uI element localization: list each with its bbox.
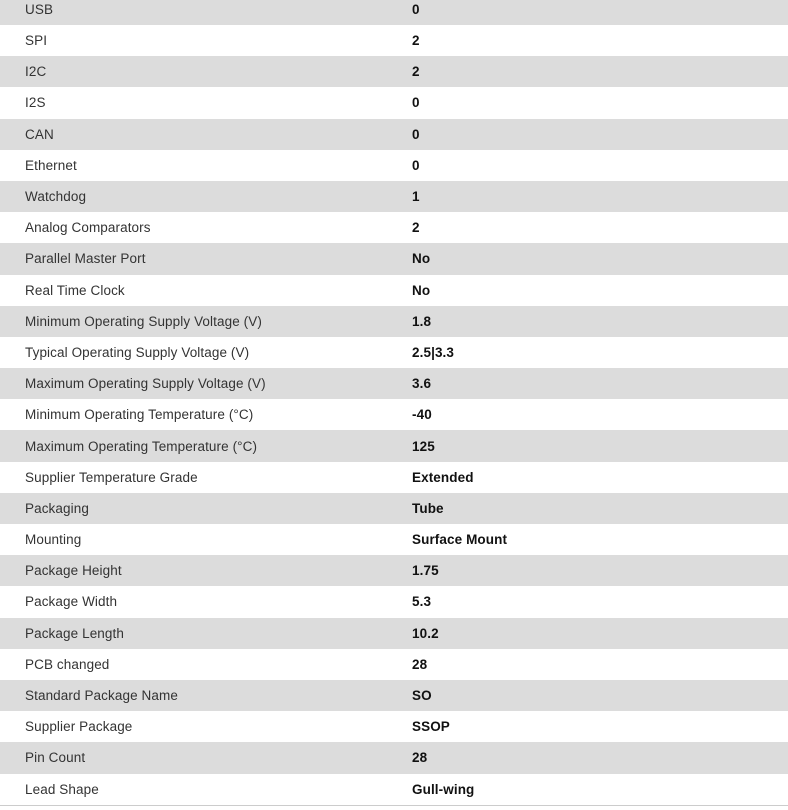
table-row	[0, 275, 788, 306]
attribute-label: Minimum Operating Supply Voltage (V)	[25, 313, 262, 329]
table-row	[0, 493, 788, 524]
attribute-value: 5.3	[412, 594, 432, 610]
attribute-value: 1.8	[412, 313, 432, 329]
attribute-label: Packaging	[25, 500, 89, 516]
attribute-value: 3.6	[412, 376, 432, 392]
table-row	[0, 87, 788, 118]
attribute-label: Maximum Operating Supply Voltage (V)	[25, 376, 266, 392]
table-row	[0, 524, 788, 555]
attribute-value: 125	[412, 438, 435, 454]
table-row	[0, 399, 788, 430]
attribute-value: -40	[412, 407, 432, 423]
attribute-label: I2S	[25, 95, 46, 111]
attribute-value: Surface Mount	[412, 532, 508, 548]
table-row	[0, 462, 788, 493]
attribute-label: Supplier Temperature Grade	[25, 469, 198, 485]
attribute-value: 2	[412, 220, 420, 236]
attribute-value: Tube	[412, 500, 444, 516]
table-row	[0, 618, 788, 649]
attribute-value: No	[412, 282, 431, 298]
attribute-label: PCB changed	[25, 656, 110, 672]
attribute-label: Watchdog	[25, 189, 87, 205]
attribute-label: Minimum Operating Temperature (°C)	[25, 407, 254, 423]
attribute-value: 2.5|3.3	[412, 344, 455, 360]
table-row	[0, 586, 788, 617]
table-row	[0, 25, 788, 56]
attribute-label: Maximum Operating Temperature (°C)	[25, 438, 258, 454]
attribute-label: Ethernet	[25, 157, 77, 173]
attribute-value: No	[412, 251, 431, 267]
attribute-label: Package Height	[25, 563, 122, 579]
table-row	[0, 711, 788, 742]
attribute-label: Standard Package Name	[25, 688, 178, 704]
attribute-label: Typical Operating Supply Voltage (V)	[25, 344, 250, 360]
attribute-value: SSOP	[412, 719, 450, 735]
table-row	[0, 150, 788, 181]
table-row	[0, 243, 788, 274]
attribute-label: Lead Shape	[25, 781, 99, 797]
table-row	[0, 680, 788, 711]
table-row	[0, 742, 788, 773]
table-row	[0, 774, 788, 805]
attribute-value: 0	[412, 126, 420, 142]
attribute-value: 28	[412, 750, 428, 766]
attribute-label: Package Width	[25, 594, 118, 610]
attribute-label: Parallel Master Port	[25, 251, 146, 267]
attribute-value: Gull-wing	[412, 781, 475, 797]
table-row	[0, 306, 788, 337]
attribute-label: SPI	[25, 33, 48, 49]
table-row	[0, 212, 788, 243]
attribute-value: SO	[412, 688, 432, 704]
attribute-label: Real Time Clock	[25, 282, 125, 298]
table-row	[0, 56, 788, 87]
attribute-value: 28	[412, 656, 428, 672]
attribute-value: 0	[412, 157, 420, 173]
attribute-label: USB	[25, 1, 54, 17]
attribute-label: Mounting	[25, 532, 82, 548]
table-row	[0, 430, 788, 461]
attribute-value: 0	[412, 95, 420, 111]
attribute-label: Package Length	[25, 625, 124, 641]
attribute-value: 2	[412, 64, 420, 80]
table-row	[0, 181, 788, 212]
table-row	[0, 119, 788, 150]
table-row	[0, 555, 788, 586]
attribute-value: 10.2	[412, 625, 439, 641]
table-row	[0, 649, 788, 680]
table-row	[0, 337, 788, 368]
attribute-label: I2C	[25, 64, 47, 80]
attribute-label: CAN	[25, 126, 54, 142]
table-row	[0, 0, 788, 25]
table-row	[0, 368, 788, 399]
attribute-label: Supplier Package	[25, 719, 133, 735]
attribute-value: 0	[412, 1, 420, 17]
attribute-value: 1.75	[412, 563, 439, 579]
attribute-value: Extended	[412, 469, 474, 485]
attribute-value: 2	[412, 33, 420, 49]
attribute-value: 1	[412, 189, 420, 205]
attribute-label: Analog Comparators	[25, 220, 151, 236]
attribute-label: Pin Count	[25, 750, 86, 766]
